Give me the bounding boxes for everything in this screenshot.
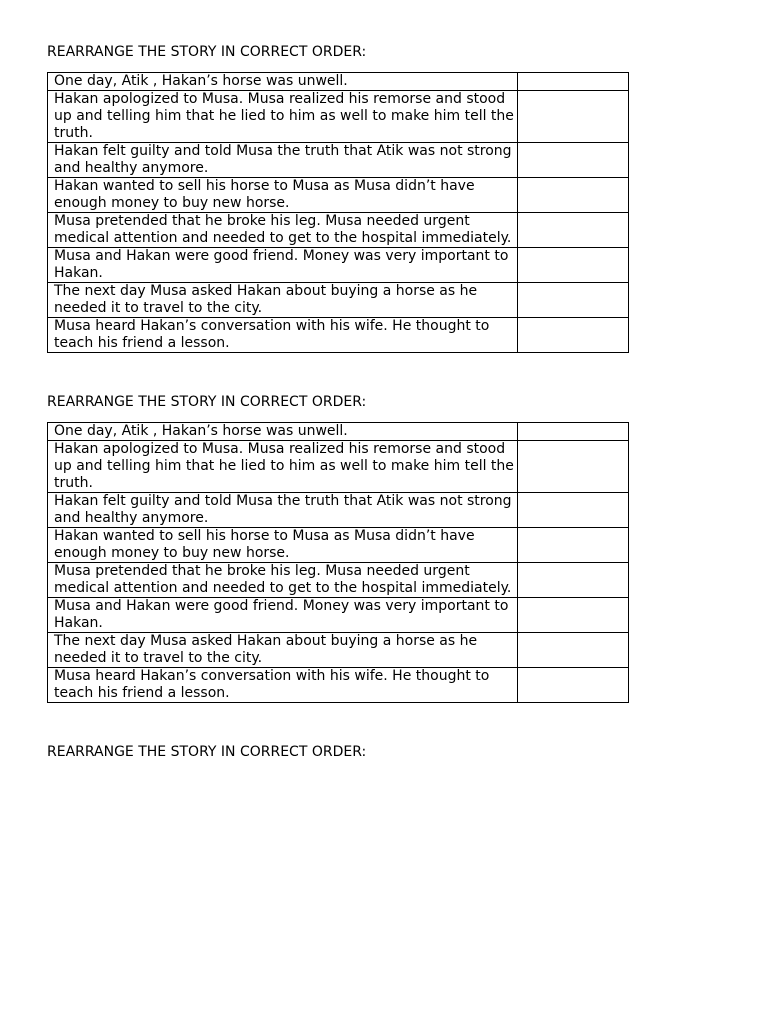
- section-heading: REARRANGE THE STORY IN CORRECT ORDER:: [47, 744, 367, 760]
- table-row: [48, 283, 629, 318]
- answer-cell[interactable]: [518, 318, 629, 353]
- answer-cell[interactable]: [518, 441, 629, 493]
- answer-cell[interactable]: [518, 73, 629, 91]
- worksheet-section-2: [47, 393, 629, 703]
- answer-cell[interactable]: [518, 143, 629, 178]
- sentence-cell: Musa heard Hakan’s conversation with his wife. He thought to teach his friend a lesson.: [48, 318, 518, 353]
- sentence-cell: Musa pretended that he broke his leg. Musa needed urgent medical attention and needed to get to the hospital immediately.: [48, 563, 518, 598]
- sentence-cell: Hakan wanted to sell his horse to Musa as Musa didn’t have enough money to buy new horse.: [48, 528, 518, 563]
- answer-cell[interactable]: [518, 91, 629, 143]
- answer-cell[interactable]: [518, 598, 629, 633]
- table-row: [48, 441, 629, 493]
- table-row: [48, 528, 629, 563]
- sentence-cell: Hakan felt guilty and told Musa the truth that Atik was not strong and healthy anymore.: [48, 143, 518, 178]
- story-table: [47, 422, 629, 703]
- table-row: [48, 213, 629, 248]
- sentence-cell: Hakan wanted to sell his horse to Musa as Musa didn’t have enough money to buy new horse.: [48, 178, 518, 213]
- table-row: [48, 598, 629, 633]
- answer-cell[interactable]: [518, 493, 629, 528]
- sentence-cell: Musa heard Hakan’s conversation with his wife. He thought to teach his friend a lesson.: [48, 668, 518, 703]
- table-row: [48, 143, 629, 178]
- answer-cell[interactable]: [518, 528, 629, 563]
- table-row: [48, 248, 629, 283]
- sentence-cell: Hakan felt guilty and told Musa the truth that Atik was not strong and healthy anymore.: [48, 493, 518, 528]
- answer-cell[interactable]: [518, 178, 629, 213]
- table-row: [48, 563, 629, 598]
- sentence-cell: Hakan apologized to Musa. Musa realized his remorse and stood up and telling him that he lied to him as well to make him tell the truth.: [48, 441, 518, 493]
- sentence-cell: One day, Atik , Hakan’s horse was unwell.: [48, 423, 518, 441]
- table-row: [48, 318, 629, 353]
- sentence-cell: Musa and Hakan were good friend. Money was very important to Hakan.: [48, 248, 518, 283]
- sentence-cell: The next day Musa asked Hakan about buying a horse as he needed it to travel to the city.: [48, 283, 518, 318]
- table-row: [48, 633, 629, 668]
- answer-cell[interactable]: [518, 248, 629, 283]
- answer-cell[interactable]: [518, 563, 629, 598]
- story-table: [47, 72, 629, 353]
- worksheet-section-3: [47, 743, 629, 761]
- table-row: [48, 423, 629, 441]
- sentence-cell: The next day Musa asked Hakan about buying a horse as he needed it to travel to the city.: [48, 633, 518, 668]
- table-row: [48, 73, 629, 91]
- sentence-cell: Hakan apologized to Musa. Musa realized his remorse and stood up and telling him that he lied to him as well to make him tell the truth.: [48, 91, 518, 143]
- table-row: [48, 493, 629, 528]
- sentence-cell: Musa pretended that he broke his leg. Musa needed urgent medical attention and needed to get to the hospital immediately.: [48, 213, 518, 248]
- answer-cell[interactable]: [518, 633, 629, 668]
- table-row: [48, 91, 629, 143]
- answer-cell[interactable]: [518, 423, 629, 441]
- table-row: [48, 178, 629, 213]
- worksheet-section-1: [47, 43, 629, 353]
- sentence-cell: One day, Atik , Hakan’s horse was unwell.: [48, 73, 518, 91]
- answer-cell[interactable]: [518, 213, 629, 248]
- table-row: [48, 668, 629, 703]
- section-heading: REARRANGE THE STORY IN CORRECT ORDER:: [47, 44, 367, 60]
- answer-cell[interactable]: [518, 283, 629, 318]
- answer-cell[interactable]: [518, 668, 629, 703]
- section-heading: REARRANGE THE STORY IN CORRECT ORDER:: [47, 394, 367, 410]
- sentence-cell: Musa and Hakan were good friend. Money was very important to Hakan.: [48, 598, 518, 633]
